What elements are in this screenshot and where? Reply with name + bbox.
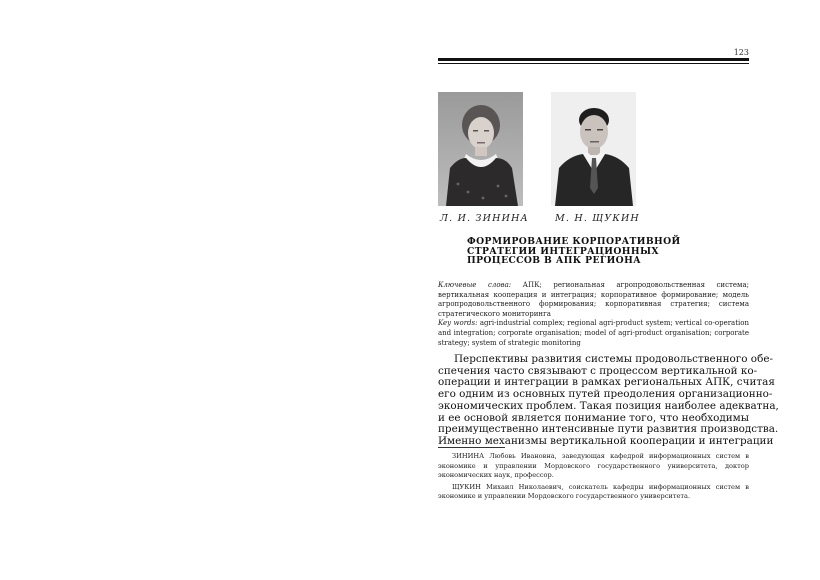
article-title-line: ПРОЦЕССОВ В АПК РЕГИОНА bbox=[467, 255, 642, 267]
body-line: экономических проблем. Такая позиция наиболее адекватна, bbox=[438, 399, 779, 412]
body-line: его одним из основных путей преодоления организационно- bbox=[438, 388, 773, 401]
body-line: Перспективы развития системы продовольственного обе- bbox=[454, 353, 773, 365]
keywords-russian bbox=[438, 281, 749, 319]
author-footnotes bbox=[438, 452, 749, 504]
footnote-shchukin: ЩУКИН Михаил Николаевич, соискатель кафедры информационных систем в экономике и управлении Мордовского государственного университета. bbox=[438, 482, 749, 501]
keywords-english-text: agri-industrial complex; regional agri-product system; vertical co-operation and integration; corporate organisation; model of agri-product organisation; corporate strategy; system of strategic monitoring bbox=[438, 319, 750, 347]
author-name-zinina: Л. И. ЗИНИНА bbox=[440, 213, 529, 224]
header-rule-thick bbox=[438, 58, 749, 61]
author-name-shchukin: М. Н. ЩУКИН bbox=[555, 213, 640, 224]
article-body bbox=[438, 353, 779, 448]
article-title bbox=[467, 237, 747, 266]
article-title-line: ФОРМИРОВАНИЕ КОРПОРАТИВНОЙ bbox=[467, 236, 681, 247]
keywords-english bbox=[438, 319, 749, 348]
portrait-woman-image bbox=[438, 92, 523, 206]
footnote-zinina: ЗИНИНА Любовь Ивановна, заведующая кафедрой информационных систем в экономике и управлении Мордовского государственного университета, доктор экономических наук, профессор. bbox=[438, 452, 749, 480]
keywords-block bbox=[438, 281, 749, 348]
body-line: спечения часто связывают с процессом вертикальной ко- bbox=[438, 364, 758, 377]
header-rule-thin bbox=[438, 63, 749, 64]
keywords-russian-text: АПК; региональная агропродовольственная система; вертикальная кооперация и интеграция; корпоративное формирование; модель агропродовольственного формирования; корпоративная стратегия; система стратегического мониторинга bbox=[438, 281, 750, 318]
keywords-english-label: Key words: bbox=[438, 319, 478, 328]
article-title-line: СТРАТЕГИИ ИНТЕГРАЦИОННЫХ bbox=[467, 245, 659, 257]
portrait-man-image bbox=[551, 92, 636, 206]
body-line: преимущественно интенсивные пути развития производства. bbox=[438, 423, 779, 436]
author-photo-shchukin bbox=[551, 92, 636, 206]
body-line: Именно механизмы вертикальной кооперации и интеграции bbox=[438, 434, 774, 447]
keywords-russian-label: Ключевые слова: bbox=[438, 281, 512, 289]
author-photo-zinina bbox=[438, 92, 523, 206]
body-line: операции и интеграции в рамках региональных АПК, считая bbox=[438, 376, 775, 389]
body-line: и ее основой является понимание того, что необходимы bbox=[438, 411, 750, 424]
page-number: 123 bbox=[733, 48, 749, 57]
footnote-divider bbox=[438, 447, 505, 448]
